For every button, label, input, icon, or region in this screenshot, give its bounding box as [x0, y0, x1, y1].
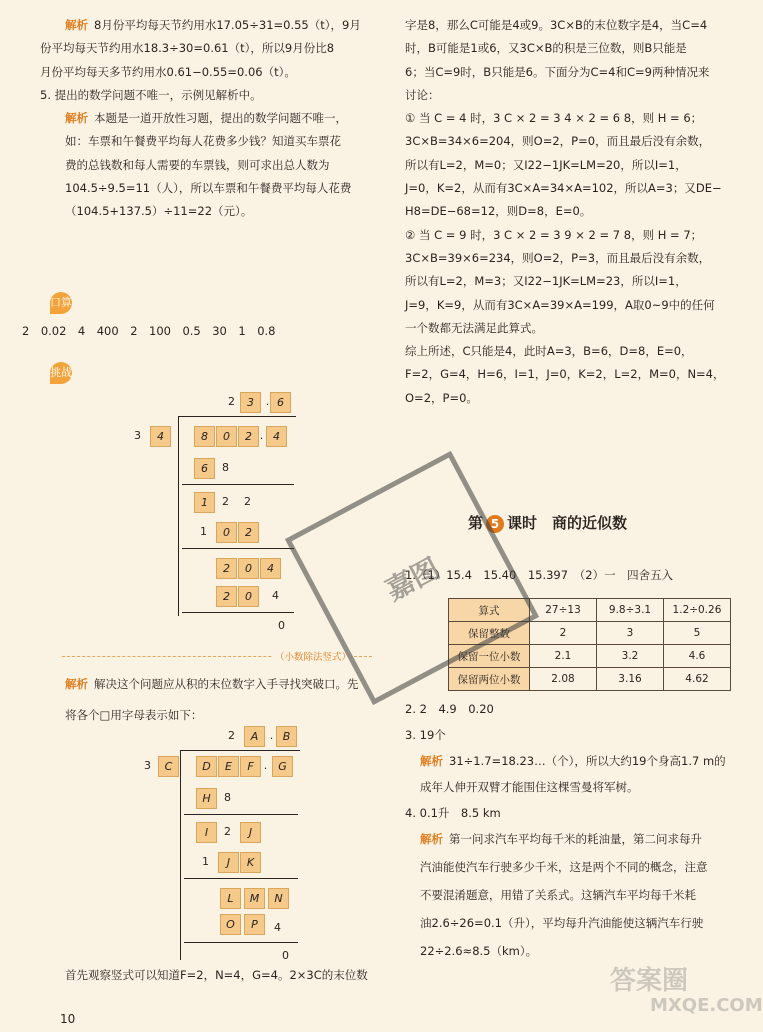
digit-box: 8 [194, 426, 215, 447]
stamp-watermark: 嘉图 [285, 451, 539, 705]
text-line: （104.5+137.5）÷11=22（元）。 [65, 204, 253, 219]
digit-box: 0 [216, 426, 237, 447]
digit-box: F [240, 756, 261, 777]
table-row [449, 668, 731, 691]
table-cell: 保留一位小数 [449, 645, 530, 668]
jiexi-line: 解析 第一问求汽车平均每千米的耗油量，第二问求每升 [420, 832, 702, 846]
digit: 3 [134, 429, 141, 442]
table-cell: 1.2÷0.26 [664, 599, 731, 622]
digit-box: B [276, 726, 297, 747]
site-watermark: 答案圈 [610, 966, 689, 996]
digit: 8 [224, 791, 231, 804]
text-line: 汽油能使汽车行驶多少千米，这是两个不同的概念，注意 [420, 860, 708, 874]
text-line: J=0，K=2，从而有3C×A=34×A=102，所以A=3；又DE− [405, 181, 722, 196]
digit-box: 6 [194, 458, 215, 479]
answer-4: 4. 0.1升 8.5 km [405, 806, 501, 820]
text-line: 3C×B=39×6=234，则O=2，P=3，而且最后没有余数， [405, 250, 711, 265]
text-line: 油2.6÷26=0.1（升），平均每升汽油能使这辆汽车行驶 [420, 916, 704, 930]
left-column [40, 14, 380, 224]
digit: . [259, 429, 264, 442]
table-cell: 3 [597, 622, 664, 645]
table-row [449, 645, 731, 668]
digit-box: 0 [216, 522, 237, 543]
text-line: 份平均每天节约用水18.3÷30=0.61（t），所以9月份比8 [40, 41, 335, 56]
text-line: 不要混淆题意，用错了关系式。这辆汽车平均每千米耗 [420, 888, 696, 902]
digit-box: G [272, 756, 293, 777]
digit-box: 4 [150, 426, 171, 447]
digit: 1 [202, 855, 209, 868]
answer-1: 1.（1）15.4 15.40 15.397 （2）一 四舍五入 [405, 568, 674, 582]
table-cell: 3.16 [597, 668, 664, 691]
digit-box: 4 [266, 426, 287, 447]
digit-box: A [244, 726, 265, 747]
text-line: 104.5÷9.5=11（人），所以车票和午餐费平均每人花费 [65, 181, 352, 196]
answer-2: 2. 2 4.9 0.20 [405, 702, 494, 716]
division-bracket [180, 750, 181, 960]
text-line: 首先观察竖式可以知道F=2，N=4，G=4。2×3C的末位数 [65, 968, 368, 982]
text-line: 将各个□用字母表示如下： [65, 708, 203, 722]
digit-box: 2 [238, 522, 259, 543]
digit: 0 [278, 619, 285, 632]
text-line: J=9，K=9，从而有3C×A=39×A=199，A取0~9中的任何 [405, 297, 715, 312]
table-cell: 2 [530, 622, 597, 645]
division-bracket [178, 416, 179, 616]
digit-box: N [268, 888, 289, 909]
digit: 2 [228, 729, 235, 742]
text-line: 6；当C=9时，B只能是6。下面分为C=4和C=9两种情况来 [405, 64, 710, 79]
table-cell: 5 [664, 622, 731, 645]
answer-page: 解析 8月份平均每天节约用水17.05÷31=0.55（t），9月 份平均每天节约用水18.3÷30=0.61（t），所以9月份比8 月份平均每天多节约用水0.61−0.55=0.06（t）。 5. 提出的数学问题不唯一，示例见解析中。 解析 本题是一道开放性习题，提出的数学问题不唯一， 如：车票和午餐费平均每人花费多少钱？知道买车票花 费的总钱数和每人需要的车票钱，则可求出总人数为 104.5÷9.5=11（人），所以车票和午餐费平均每人花费 （104.5+137.5）÷11=22（元）。 口算 2 0.02 4 400 2 100 0.5 30 1 0.8 挑战 2 3 . 6 3 4 8 0 2 . 4 6 8 1 2 2 1 0 2 2 0 4 2 0 4 0 （小数除法竖式） 解析 解决这个问题应从积的末位数字入手寻找突破口。先 将各个□用字母表示如下： 2 A . B 3 C D E F . G H 8 I 2 J 1 J K L M N O P 4 0 首先观察竖式可以知道F=2，N=4，G=4。2×3C的末位数 字是8，那么C可能是4或9。3C×B的末位数字是4，当C=4 时，B可能是1或6，又3C×B的积是三位数，则B只能是 6；当C=9时，B只能是6。下面分为C=4和C=9两种情况来 讨论： ① 当 C = 4 时，3 C × 2 = 3 4 × 2 = 6 8，则 H = 6； 3C×B=34×6=204，则O=2，P=0，而且最后没有余数， 所以有L=2，M=0；又I22−1JK=LM=20，所以I=1， J=0，K=2，从而有3C×A=34×A=102，所以A=3；又DE− H8=DE−68=12，则D=8，E=0。 ② 当 C = 9 时，3 C × 2 = 3 9 × 2 = 7 8，则 H = 7； 3C×B=39×6=234，则O=2，P=3，而且最后没有余数， 所以有L=2，M=3；又I22−1JK=LM=23，所以I=1， J=9，K=9，从而有3C×A=39×A=199，A取0~9中的任何 一个数都无法满足此算式。 综上所述，C只能是4，此时A=3，B=6，D=8，E=0， F=2，G=4，H=6，I=1，J=0，K=2，L=2，M=0，N=4， O=2，P=0。 第 5 课时 商的近似数 1.（1）15.4 15.40 15.397 （2）一 四舍五入 算式 27÷13 9.8÷3.1 1.2÷0.26 保留整数 2 3 5 保留一位小数 2.1 3.2 4.6 保留两位小数 2.08 3.16 4.62 2. 2 4.9 0.20 3. 19个 解析 31÷1.7=18.23…（个），所以大约19个身高1.7 m的 成年人伸开双臂才能围住这棵雪曼将军树。 4. 0.1升 8.5 km 解析 第一问求汽车平均每千米的耗油量，第二问求每升 汽油能使汽车行驶多少千米，这是两个不同的概念，注意 不要混淆题意，用错了关系式。这辆汽车平均每千米耗 油2.6÷26=0.1（升），平均每升汽油能使这辆汽车行驶 22÷2.6≈8.5（km）。 嘉图 10 答案圈 MXQE.COM [0, 0, 750, 1032]
digit: 3 [144, 759, 151, 772]
subtraction-line [184, 814, 298, 815]
digit: 2 [244, 495, 251, 508]
question-5: 5. 提出的数学问题不唯一，示例见解析中。 [40, 87, 262, 102]
site-watermark-url: MXQE.COM [650, 995, 763, 1016]
digit: 1 [200, 525, 207, 538]
jiexi-line: 解析 8月份平均每天节约用水17.05÷31=0.55（t），9月 [65, 18, 361, 32]
table-cell: 4.62 [664, 668, 731, 691]
jiexi-label: 解析 [65, 677, 88, 691]
digit-box: I [196, 822, 217, 843]
subtraction-line [182, 484, 294, 485]
subtraction-line [182, 548, 294, 549]
digit-box: K [240, 852, 261, 873]
digit-box: H [196, 788, 217, 809]
digit: . [265, 395, 270, 408]
jiexi-label: 解析 [420, 832, 443, 846]
lesson-title: 第 5 课时 商的近似数 [468, 514, 628, 532]
digit-box: 2 [216, 586, 237, 607]
table-cell: 9.8÷3.1 [597, 599, 664, 622]
text-line: 综上所述，C只能是4，此时A=3，B=6，D=8，E=0， [405, 344, 693, 359]
text-line: 22÷2.6≈8.5（km）。 [420, 944, 538, 958]
table-cell: 2.1 [530, 645, 597, 668]
digit-box: M [244, 888, 265, 909]
answer-3: 3. 19个 [405, 728, 446, 742]
subtraction-line [184, 878, 298, 879]
table-cell: 4.6 [664, 645, 731, 668]
digit-box: L [220, 888, 241, 909]
digit-box: P [244, 914, 265, 935]
digit: 2 [222, 495, 229, 508]
digit: . [263, 759, 268, 772]
text-line: F=2，G=4，H=6，I=1，J=0，K=2，L=2，M=0，N=4， [405, 367, 725, 382]
text-line: 3C×B=34×6=204，则O=2，P=0，而且最后没有余数， [405, 134, 711, 149]
text-line: O=2，P=0。 [405, 390, 478, 405]
jiexi-label: 解析 [420, 754, 443, 768]
digit-box: 0 [238, 558, 259, 579]
digit-box: 3 [240, 392, 261, 413]
text-line: 费的总钱数和每人需要的车票钱，则可求出总人数为 [65, 157, 330, 172]
text-line: 时，B可能是1或6，又3C×B的积是三位数，则B只能是 [405, 41, 687, 56]
jiexi-label: 解析 [65, 111, 88, 126]
digit: 8 [222, 461, 229, 474]
subtraction-line [184, 942, 298, 943]
digit-box: 1 [194, 492, 215, 513]
table-cell: 3.2 [597, 645, 664, 668]
digit-box: C [158, 756, 179, 777]
digit: 0 [282, 949, 289, 962]
text-line: ① 当 C = 4 时，3 C × 2 = 3 4 × 2 = 6 8，则 H = 6； [405, 111, 703, 126]
digit-box: 4 [260, 558, 281, 579]
jiexi-label: 解析 [65, 18, 88, 32]
text-line: 讨论： [405, 87, 440, 102]
digit-box: J [240, 822, 261, 843]
lesson-number: 5 [486, 515, 504, 533]
text-line: ② 当 C = 9 时，3 C × 2 = 3 9 × 2 = 7 8，则 H = 7； [405, 227, 703, 242]
digit-box: O [220, 914, 241, 935]
text-line: 一个数都无法满足此算式。 [405, 320, 543, 335]
text-line: 字是8，那么C可能是4或9。3C×B的末位数字是4，当C=4 [405, 18, 708, 32]
digit-box: 2 [238, 426, 259, 447]
text-line: 如：车票和午餐费平均每人花费多少钱？知道买车票花 [65, 134, 341, 149]
digit: . [269, 729, 274, 742]
jiexi-line: 解析 本题是一道开放性习题，提出的数学问题不唯一， [65, 111, 347, 126]
table-cell: 2.08 [530, 668, 597, 691]
text-line: 所以有L=2，M=0；又I22−1JK=LM=20，所以I=1， [405, 157, 687, 172]
digit: 4 [274, 921, 281, 934]
table-cell: 27÷13 [530, 599, 597, 622]
digit-box: 0 [238, 586, 259, 607]
division-bar [178, 416, 296, 417]
page-number: 10 [60, 1012, 76, 1026]
text-line: 月份平均每天多节约用水0.61−0.55=0.06（t）。 [40, 64, 296, 79]
kousuan-answers: 2 0.02 4 400 2 100 0.5 30 1 0.8 [22, 324, 276, 338]
division-bar [180, 750, 300, 751]
digit-box: 2 [216, 558, 237, 579]
digit-box: 6 [270, 392, 291, 413]
digit: 2 [224, 825, 231, 838]
subtraction-line [182, 612, 294, 613]
right-column [405, 14, 723, 410]
jiexi-line: 解析 解决这个问题应从积的末位数字入手寻找突破口。先 [65, 677, 359, 691]
table-cell: 保留两位小数 [449, 668, 530, 691]
jiexi-line: 解析 31÷1.7=18.23…（个），所以大约19个身高1.7 m的 [420, 754, 726, 768]
text-line: H8=DE−68=12，则D=8，E=0。 [405, 204, 592, 219]
table-cell: 保留整数 [449, 622, 530, 645]
table-cell: 算式 [449, 599, 530, 622]
section-separator: （小数除法竖式） [62, 656, 372, 657]
text-line: 所以有L=2，M=3；又I22−1JK=LM=23，所以I=1， [405, 274, 687, 289]
digit: 2 [228, 395, 235, 408]
digit-box: J [218, 852, 239, 873]
digit-box: D [196, 756, 217, 777]
digit: 4 [272, 589, 279, 602]
digit-box: E [218, 756, 239, 777]
text-line: 成年人伸开双臂才能围住这棵雪曼将军树。 [420, 780, 639, 794]
